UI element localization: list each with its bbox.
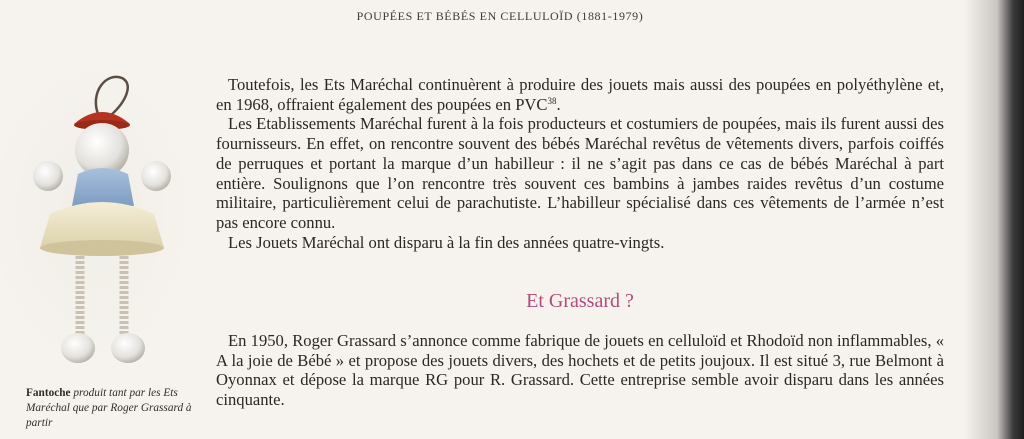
paragraph: Les Etablissements Maréchal furent à la fois producteurs et costumiers de poupées, mais ils furent aussi des fournisseurs. En effet, on rencontre souvent des bébés Maréchal revêtus de vêtements divers, parfois coiffés de perruques et portant la marque d’un habilleur : il ne s’agit pas dans ce cas de bébés Maréchal à part entière. Soulignons que l’on rencontre très souvent ces bambins à jambes raides revêtus d’un costume militaire, particulièrement celui de parachutiste. L’habilleur spécialisé dans ces vêtements de l’armée n’est pas encore connu.	[216, 114, 944, 232]
paragraph: Les Jouets Maréchal ont disparu à la fin des années quatre-vingts.	[228, 232, 665, 252]
section-grassard-text	[216, 331, 944, 410]
running-header: POUPÉES ET BÉBÉS EN CELLULOÏD (1881-1979)	[356, 9, 644, 23]
section-heading: Et Grassard ?	[526, 290, 634, 312]
doll-illustration	[18, 72, 188, 382]
paragraph: En 1950, Roger Grassard s’annonce comme fabrique de jouets en celluloïd et Rhodoïd non inflammables, « A la joie de Bébé » et propose des jouets divers, des hochets et de petits joujoux. Il est situé 3, rue Belmont à Oyonnax et dépose la marque RG pour R. Grassard. Cette entreprise semble avoir disparu dans les années cinquante.	[216, 331, 944, 410]
footnote-ref: 38	[547, 95, 557, 106]
section-marechal-text	[216, 75, 944, 252]
paragraph: Toutefois, les Ets Maréchal continuèrent à produire des jouets mais aussi des poupées en polyéthylène et, en 1968, offraient également des poupées en PVC$^{38}$.	[216, 75, 944, 114]
page-gutter-shadow	[964, 0, 1024, 439]
figure-caption: Fantoche produit tant par les Ets Maréchal que par Roger Grassard à partir	[26, 387, 192, 429]
